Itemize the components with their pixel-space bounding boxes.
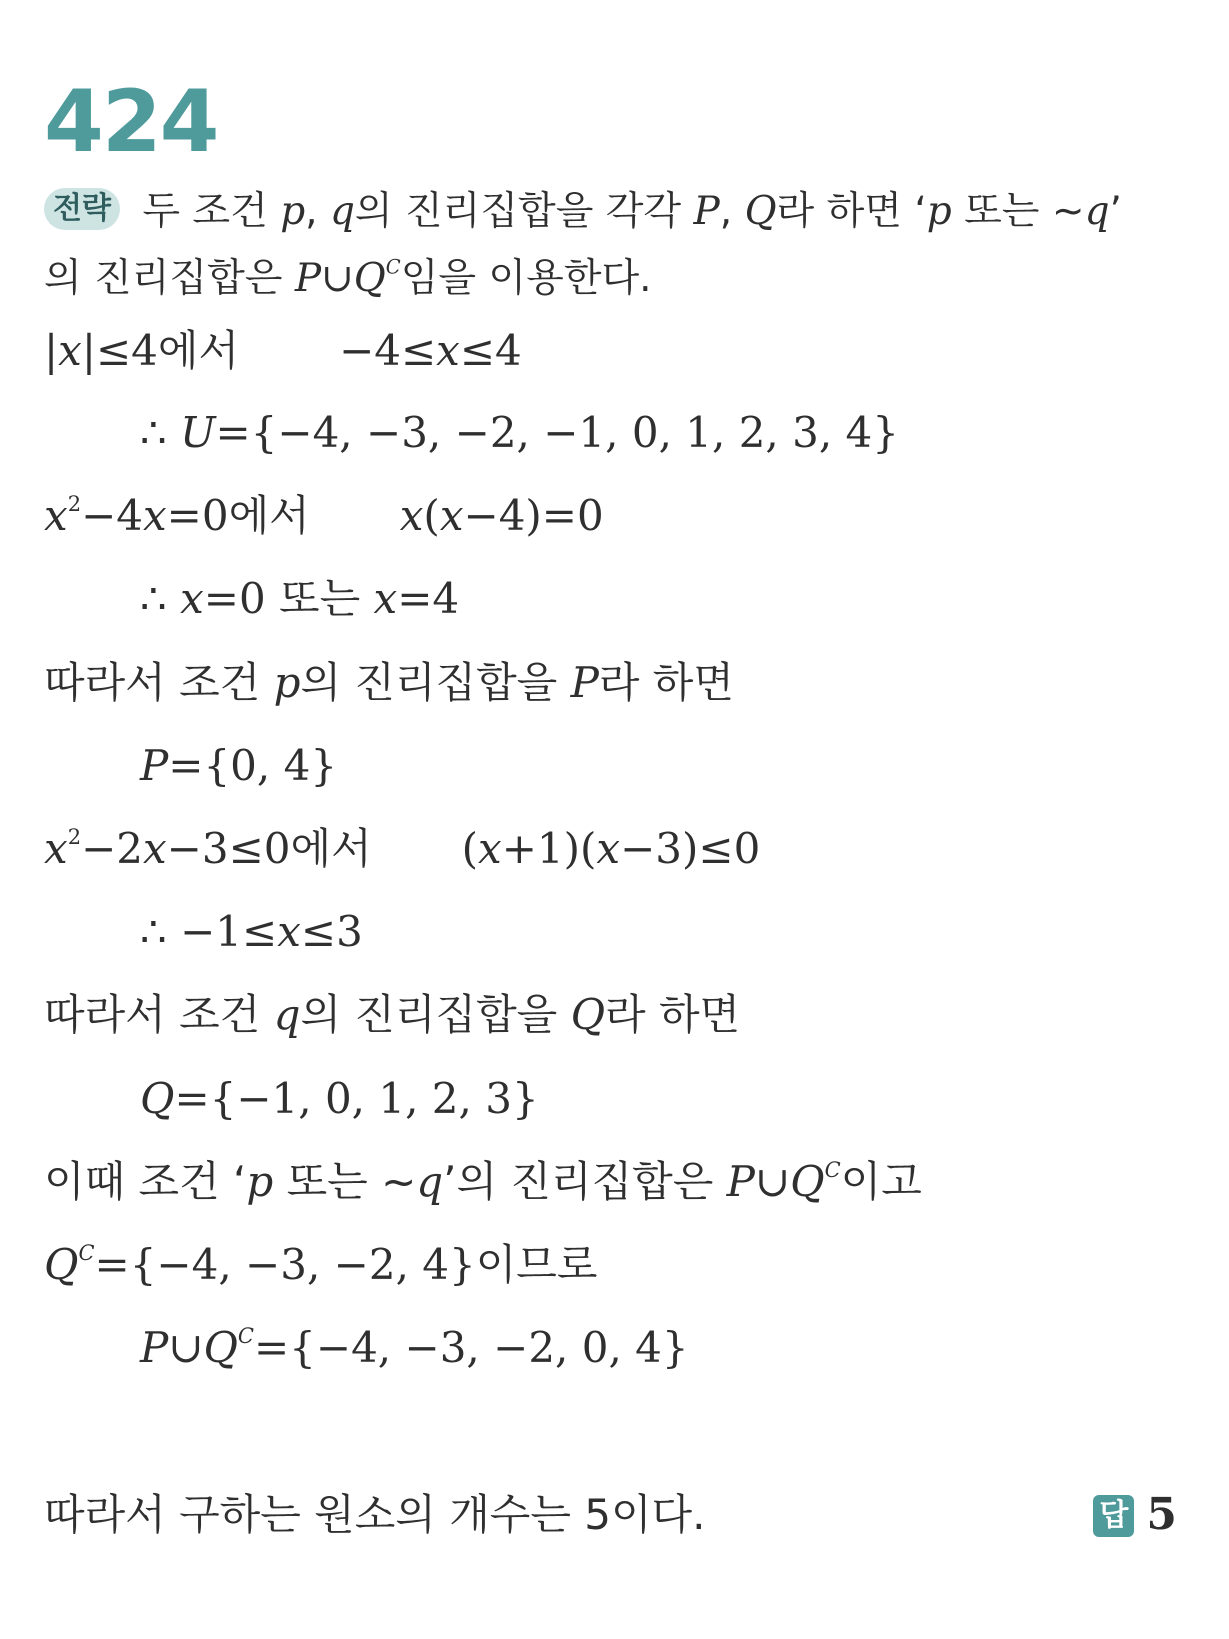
text: ∪: [754, 1157, 791, 1206]
text: 라 하면: [605, 990, 741, 1039]
var: C: [385, 255, 401, 279]
solution-line-9: [44, 980, 740, 1050]
text: 두 조건: [129, 189, 281, 234]
text: ,: [305, 189, 330, 234]
var: x: [142, 491, 167, 540]
text: ={−4, −3, −2, −1, 0, 1, 2, 3, 4}: [215, 408, 899, 457]
text: |≤4에서: [81, 326, 240, 375]
text: ≤4: [459, 326, 522, 375]
var: x: [44, 824, 68, 873]
solution-line-2: [140, 398, 899, 468]
solution-line-1: [44, 316, 522, 386]
var: p: [246, 1157, 274, 1206]
text: 또는 ~: [951, 189, 1085, 234]
var: q: [329, 189, 355, 234]
text: ={−4, −3, −2, 0, 4}: [253, 1323, 689, 1372]
var: P: [570, 658, 599, 707]
var: Q: [570, 990, 606, 1039]
var: P: [140, 1323, 169, 1372]
var: x: [436, 326, 460, 375]
text: 의 진리집합을: [300, 658, 571, 707]
text: ∴ −1≤: [140, 907, 278, 956]
solution-line-3: [44, 481, 604, 551]
var: x: [478, 824, 502, 873]
text: |: [44, 326, 59, 375]
var: Q: [353, 256, 386, 301]
answer-value: 5: [1146, 1489, 1177, 1540]
text: −4≤: [339, 326, 437, 375]
text: ={0, 4}: [168, 741, 338, 790]
solution-line-7: [44, 814, 760, 884]
text: ≤3: [300, 907, 363, 956]
text: ∴: [140, 408, 181, 457]
text: ’: [1109, 189, 1122, 234]
text: ∪: [321, 256, 354, 301]
var: Q: [790, 1157, 825, 1206]
strategy-paragraph: [44, 178, 1184, 312]
solution-line-8: [140, 897, 363, 967]
var: x: [439, 491, 464, 540]
var: x: [399, 491, 424, 540]
text: 따라서 구하는 원소의 개수는 5이다.: [44, 1490, 706, 1539]
text: 라 하면 ‘: [776, 189, 927, 234]
solution-line-5: [44, 648, 734, 718]
var: P: [693, 189, 720, 234]
var: q: [1084, 189, 1110, 234]
var: U: [180, 408, 216, 457]
text: 이므로: [475, 1240, 598, 1289]
solution-line-14: [44, 1480, 705, 1550]
text: 의 진리집합을 각각: [354, 189, 694, 234]
var: Q: [140, 1074, 175, 1123]
text: 2: [67, 492, 82, 517]
text: =0에서: [166, 491, 310, 540]
solution-line-12: [44, 1230, 597, 1300]
var: x: [58, 326, 82, 375]
text: ’의 진리집합은: [443, 1157, 727, 1206]
text: −3≤0에서: [166, 824, 372, 873]
solution-line-10: [140, 1064, 539, 1134]
solution-line-13: [140, 1313, 689, 1383]
text: 또는 ~: [273, 1157, 417, 1206]
text: ∪: [168, 1323, 204, 1372]
var: Q: [203, 1323, 238, 1372]
text: (: [461, 824, 479, 873]
var: x: [277, 907, 301, 956]
var: Q: [744, 189, 777, 234]
text: 2: [67, 825, 82, 850]
var: C: [78, 1241, 95, 1266]
text: 따라서 조건: [44, 990, 274, 1039]
solution-line-4: [140, 564, 459, 634]
var: p: [280, 189, 306, 234]
text: 이때 조건 ‘: [44, 1157, 247, 1206]
var: q: [273, 990, 301, 1039]
var: x: [44, 491, 68, 540]
text: ={−1, 0, 1, 2, 3}: [174, 1074, 539, 1123]
text: 임을 이용한다.: [400, 256, 652, 301]
var: x: [373, 574, 398, 623]
var: p: [926, 189, 952, 234]
text: 라 하면: [598, 658, 734, 707]
var: C: [237, 1324, 254, 1349]
problem-number: 424: [44, 72, 218, 172]
solution-line-11: [44, 1147, 922, 1217]
answer: [1093, 1480, 1177, 1550]
var: P: [294, 256, 322, 301]
text: =0 또는: [203, 574, 374, 623]
text: 의 진리집합을: [300, 990, 571, 1039]
text: −4: [81, 491, 143, 540]
text: ={−4, −3, −2, 4}: [94, 1240, 476, 1289]
text: 이고: [840, 1157, 922, 1206]
var: C: [824, 1158, 841, 1183]
text: −3)≤0: [620, 824, 761, 873]
text: −4)=0: [463, 491, 604, 540]
var: Q: [44, 1240, 79, 1289]
solution-line-6: [140, 731, 337, 801]
var: x: [596, 824, 621, 873]
var: P: [140, 741, 169, 790]
text: 따라서 조건: [44, 658, 274, 707]
strategy-tag: 전략: [44, 188, 120, 230]
answer-label: 답: [1093, 1495, 1134, 1537]
var: q: [416, 1157, 444, 1206]
text: ,: [719, 189, 745, 234]
var: p: [273, 658, 301, 707]
text: 의 진리집합은: [44, 256, 295, 301]
text: −2: [81, 824, 143, 873]
var: x: [180, 574, 204, 623]
text: +1)(: [501, 824, 597, 873]
text: ∴: [140, 574, 181, 623]
var: P: [726, 1157, 755, 1206]
text: =4: [397, 574, 460, 623]
text: (: [423, 491, 440, 540]
var: x: [142, 824, 167, 873]
